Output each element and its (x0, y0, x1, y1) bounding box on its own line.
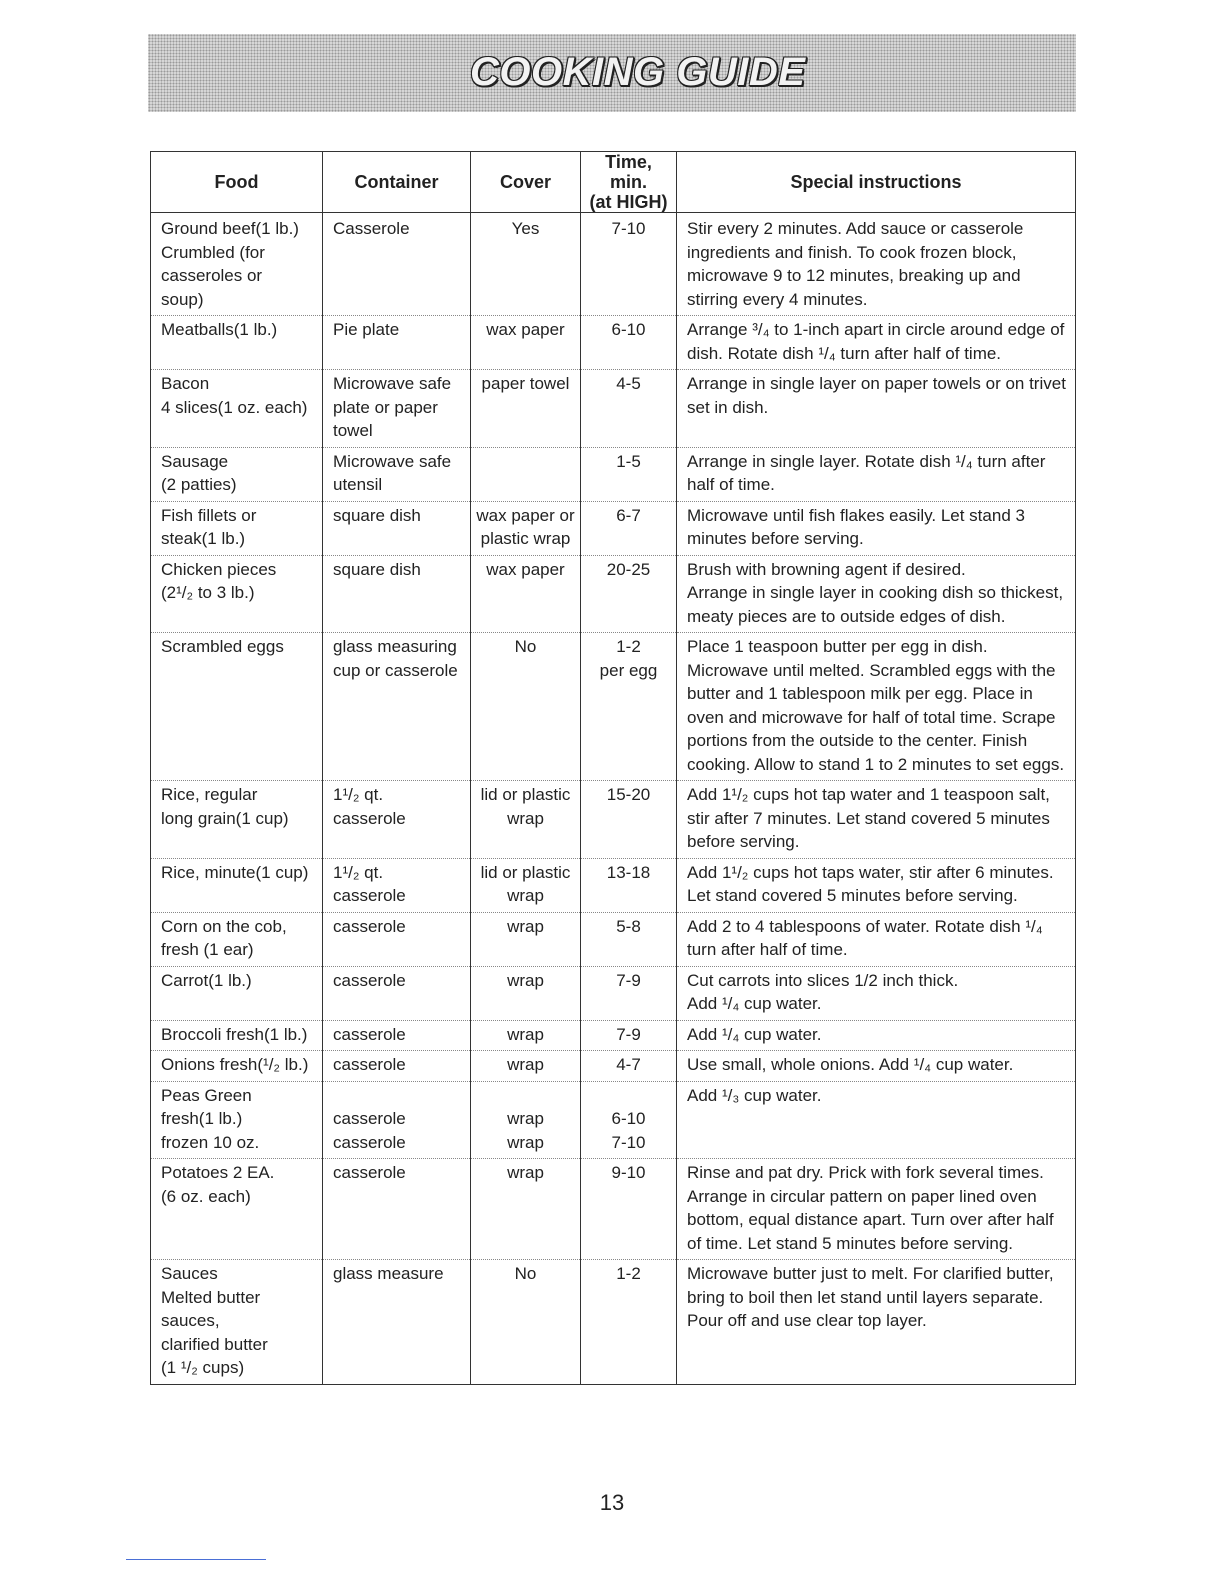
cell-cover: No (471, 1260, 581, 1385)
cell-time: 7-9 (581, 1020, 677, 1051)
table-body (151, 213, 1076, 1385)
cell-container: casserole (323, 1020, 471, 1051)
cell-time: 6-10 7-10 (581, 1081, 677, 1159)
table-row (151, 1020, 1076, 1051)
cell-instructions: Add 1¹/₂ cups hot taps water, stir after 6 minutes. Let stand covered 5 minutes before serving. (677, 858, 1076, 912)
cell-instructions: Stir every 2 minutes. Add sauce or casserole ingredients and finish. To cook frozen block, microwave 9 to 12 minutes, breaking up and stirring every 4 minutes. (677, 213, 1076, 316)
cell-instructions: Add ¹/₄ cup water. (677, 1020, 1076, 1051)
cell-instructions: Place 1 teaspoon butter per egg in dish. Microwave until melted. Scrambled eggs with the butter and 1 tablespoon milk per egg. Place in oven and microwave for half of total time. Scrape portions from the outside to the center. Finish cooking. Allow to stand 1 to 2 minutes to set eggs. (677, 633, 1076, 781)
cell-time: 6-10 (581, 316, 677, 370)
cell-instructions: Brush with browning agent if desired. Arrange in single layer in cooking dish so thickest, meaty pieces are to outside edges of dish. (677, 555, 1076, 633)
cell-time: 9-10 (581, 1159, 677, 1260)
cell-cover: wrap wrap (471, 1081, 581, 1159)
footer-rule (126, 1559, 266, 1560)
cell-container: casserole (323, 1051, 471, 1082)
cell-container: 1¹/₂ qt. casserole (323, 858, 471, 912)
cell-cover: wrap (471, 966, 581, 1020)
cell-cover: wax paper (471, 555, 581, 633)
table-row (151, 1260, 1076, 1385)
cell-time: 15-20 (581, 781, 677, 859)
cell-food: Rice, minute(1 cup) (151, 858, 323, 912)
cooking-guide-table (150, 151, 1076, 1385)
cell-food: Carrot(1 lb.) (151, 966, 323, 1020)
header-cover: Cover (471, 152, 581, 213)
cell-container: Microwave safe plate or paper towel (323, 370, 471, 448)
cell-time: 13-18 (581, 858, 677, 912)
cell-container: casserole (323, 1159, 471, 1260)
cell-food: Corn on the cob, fresh (1 ear) (151, 912, 323, 966)
cell-food: Fish fillets or steak(1 lb.) (151, 501, 323, 555)
cell-container: 1¹/₂ qt. casserole (323, 781, 471, 859)
cell-cover: wax paper or plastic wrap (471, 501, 581, 555)
cell-food: Rice, regular long grain(1 cup) (151, 781, 323, 859)
cell-cover: Yes (471, 213, 581, 316)
cell-time: 7-10 (581, 213, 677, 316)
cell-instructions: Add ¹/₃ cup water. (677, 1081, 1076, 1159)
cell-food: Broccoli fresh(1 lb.) (151, 1020, 323, 1051)
cell-cover: wrap (471, 1020, 581, 1051)
cell-instructions: Arrange in single layer on paper towels or on trivet set in dish. (677, 370, 1076, 448)
cell-time: 4-7 (581, 1051, 677, 1082)
cell-time: 1-2 (581, 1260, 677, 1385)
cell-instructions: Use small, whole onions. Add ¹/₄ cup water. (677, 1051, 1076, 1082)
cell-cover (471, 447, 581, 501)
table-row (151, 912, 1076, 966)
cell-container: Casserole (323, 213, 471, 316)
table-row (151, 1051, 1076, 1082)
cell-food: Meatballs(1 lb.) (151, 316, 323, 370)
table-row (151, 213, 1076, 316)
cell-container: square dish (323, 501, 471, 555)
table-row (151, 858, 1076, 912)
header-time: Time, min. (at HIGH) (581, 152, 677, 213)
table-row (151, 1081, 1076, 1159)
cell-instructions: Microwave butter just to melt. For clarified butter, bring to boil then let stand until layers separate. Pour off and use clear top layer. (677, 1260, 1076, 1385)
cell-food: Chicken pieces (2¹/₂ to 3 lb.) (151, 555, 323, 633)
cell-cover: lid or plastic wrap (471, 781, 581, 859)
cell-cover: wrap (471, 912, 581, 966)
cell-food: Bacon 4 slices(1 oz. each) (151, 370, 323, 448)
cell-time: 5-8 (581, 912, 677, 966)
cell-container: casserole (323, 912, 471, 966)
cell-time: 6-7 (581, 501, 677, 555)
page-number: 13 (599, 1490, 625, 1515)
cell-cover: wrap (471, 1159, 581, 1260)
cell-instructions: Arrange ³/₄ to 1-inch apart in circle around edge of dish. Rotate dish ¹/₄ turn after half of time. (677, 316, 1076, 370)
cell-food: Peas Green fresh(1 lb.) frozen 10 oz. (151, 1081, 323, 1159)
header-container: Container (323, 152, 471, 213)
table-row (151, 370, 1076, 448)
page-title: COOKING GUIDE (470, 50, 806, 94)
table-row (151, 447, 1076, 501)
table-row (151, 966, 1076, 1020)
table-row (151, 555, 1076, 633)
cell-instructions: Arrange in single layer. Rotate dish ¹/₄ turn after half of time. (677, 447, 1076, 501)
cell-food: Sauces Melted butter sauces, clarified butter (1 ¹/₂ cups) (151, 1260, 323, 1385)
cell-time: 20-25 (581, 555, 677, 633)
table-row (151, 501, 1076, 555)
cell-food: Sausage (2 patties) (151, 447, 323, 501)
cell-time: 4-5 (581, 370, 677, 448)
cell-time: 1-2 per egg (581, 633, 677, 781)
cell-container: casserole (323, 966, 471, 1020)
cell-container: Microwave safe utensil (323, 447, 471, 501)
cell-instructions: Add 2 to 4 tablespoons of water. Rotate dish ¹/₄ turn after half of time. (677, 912, 1076, 966)
cell-instructions: Microwave until fish flakes easily. Let stand 3 minutes before serving. (677, 501, 1076, 555)
table-row (151, 633, 1076, 781)
cell-instructions: Cut carrots into slices 1/2 inch thick. Add ¹/₄ cup water. (677, 966, 1076, 1020)
cell-instructions: Add 1¹/₂ cups hot tap water and 1 teaspoon salt, stir after 7 minutes. Let stand covered 5 minutes before serving. (677, 781, 1076, 859)
table-row (151, 1159, 1076, 1260)
cell-container: glass measure (323, 1260, 471, 1385)
cell-container: casserole casserole (323, 1081, 471, 1159)
cell-cover: wax paper (471, 316, 581, 370)
cell-instructions: Rinse and pat dry. Prick with fork several times. Arrange in circular pattern on paper lined oven bottom, equal distance apart. Turn over after half of time. Let stand 5 minutes before serving. (677, 1159, 1076, 1260)
header-row (151, 152, 1076, 213)
cell-cover: No (471, 633, 581, 781)
cell-container: square dish (323, 555, 471, 633)
table-row (151, 316, 1076, 370)
cell-time: 1-5 (581, 447, 677, 501)
cell-food: Onions fresh(¹/₂ lb.) (151, 1051, 323, 1082)
cell-cover: wrap (471, 1051, 581, 1082)
cell-food: Potatoes 2 EA. (6 oz. each) (151, 1159, 323, 1260)
cell-time: 7-9 (581, 966, 677, 1020)
header-instructions: Special instructions (677, 152, 1076, 213)
cell-container: glass measuring cup or casserole (323, 633, 471, 781)
cell-food: Ground beef(1 lb.) Crumbled (for casseroles or soup) (161, 219, 299, 309)
cell-cover: paper towel (471, 370, 581, 448)
cell-container: Pie plate (323, 316, 471, 370)
cell-food: Scrambled eggs (151, 633, 323, 781)
cell-cover: lid or plastic wrap (471, 858, 581, 912)
table-row (151, 781, 1076, 859)
header-food: Food (151, 152, 323, 213)
